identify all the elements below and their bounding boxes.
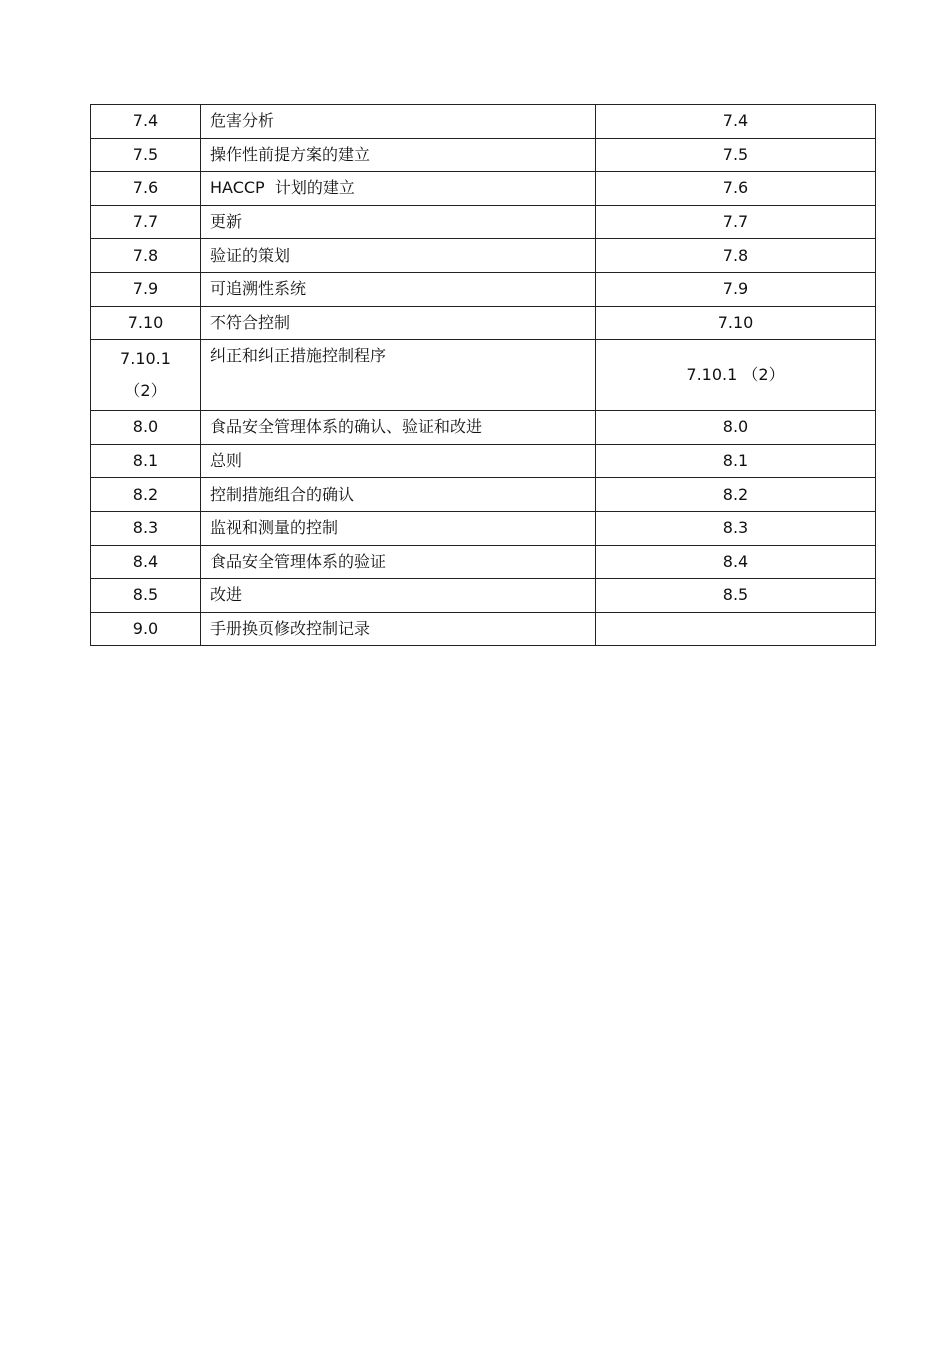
table-row — [91, 411, 876, 445]
section-reference: 7.5 — [596, 138, 876, 172]
section-reference: 7.8 — [596, 239, 876, 273]
section-number: 7.9 — [91, 272, 201, 306]
section-number: 8.1 — [91, 444, 201, 478]
section-reference: 7.7 — [596, 205, 876, 239]
section-number: 8.0 — [91, 411, 201, 445]
section-reference: 7.6 — [596, 172, 876, 206]
section-title: 操作性前提方案的建立 — [201, 138, 596, 172]
section-reference: 8.2 — [596, 478, 876, 512]
table-row — [91, 239, 876, 273]
section-reference: 8.0 — [596, 411, 876, 445]
table-row — [91, 511, 876, 545]
section-reference — [596, 612, 876, 646]
section-title: 可追溯性系统 — [201, 272, 596, 306]
section-reference: 8.1 — [596, 444, 876, 478]
section-title: 控制措施组合的确认 — [201, 478, 596, 512]
section-number: 9.0 — [91, 612, 201, 646]
section-title: 验证的策划 — [201, 239, 596, 273]
section-title: HACCP 计划的建立 — [201, 172, 596, 206]
section-number: 7.5 — [91, 138, 201, 172]
section-number: 8.4 — [91, 545, 201, 579]
section-title: 不符合控制 — [201, 306, 596, 340]
table-of-contents — [90, 104, 876, 646]
table-row — [91, 306, 876, 340]
section-reference: 8.5 — [596, 579, 876, 613]
table-row — [91, 205, 876, 239]
section-title: 手册换页修改控制记录 — [201, 612, 596, 646]
section-number: 7.10 — [91, 306, 201, 340]
section-title: 改进 — [201, 579, 596, 613]
section-number-cell — [91, 340, 201, 411]
table-row — [91, 612, 876, 646]
section-number: 7.4 — [91, 105, 201, 139]
section-title: 食品安全管理体系的验证 — [201, 545, 596, 579]
section-title: 食品安全管理体系的确认、验证和改进 — [201, 411, 596, 445]
section-title: 更新 — [201, 205, 596, 239]
section-reference: 7.4 — [596, 105, 876, 139]
section-number: 7.6 — [91, 172, 201, 206]
section-reference: 8.4 — [596, 545, 876, 579]
table-row — [91, 579, 876, 613]
section-number: 8.5 — [91, 579, 201, 613]
section-reference: 7.9 — [596, 272, 876, 306]
section-title: 纠正和纠正措施控制程序 — [201, 340, 596, 411]
section-number: 8.3 — [91, 511, 201, 545]
table-row — [91, 478, 876, 512]
section-title: 总则 — [201, 444, 596, 478]
section-reference: 7.10 — [596, 306, 876, 340]
table-row — [91, 138, 876, 172]
section-number: 7.10.1 — [120, 349, 171, 369]
section-number: 8.2 — [91, 478, 201, 512]
section-reference: 8.3 — [596, 511, 876, 545]
table-row — [91, 444, 876, 478]
section-number: 7.7 — [91, 205, 201, 239]
table-row — [91, 172, 876, 206]
table-row — [91, 105, 876, 139]
section-reference: 7.10.1 （2） — [596, 340, 876, 411]
table-row — [91, 545, 876, 579]
document-page — [90, 104, 876, 646]
section-title: 危害分析 — [201, 105, 596, 139]
section-number: 7.8 — [91, 239, 201, 273]
section-title: 监视和测量的控制 — [201, 511, 596, 545]
table-row — [91, 340, 876, 411]
table-row — [91, 272, 876, 306]
section-number-suffix: （2） — [124, 381, 167, 401]
